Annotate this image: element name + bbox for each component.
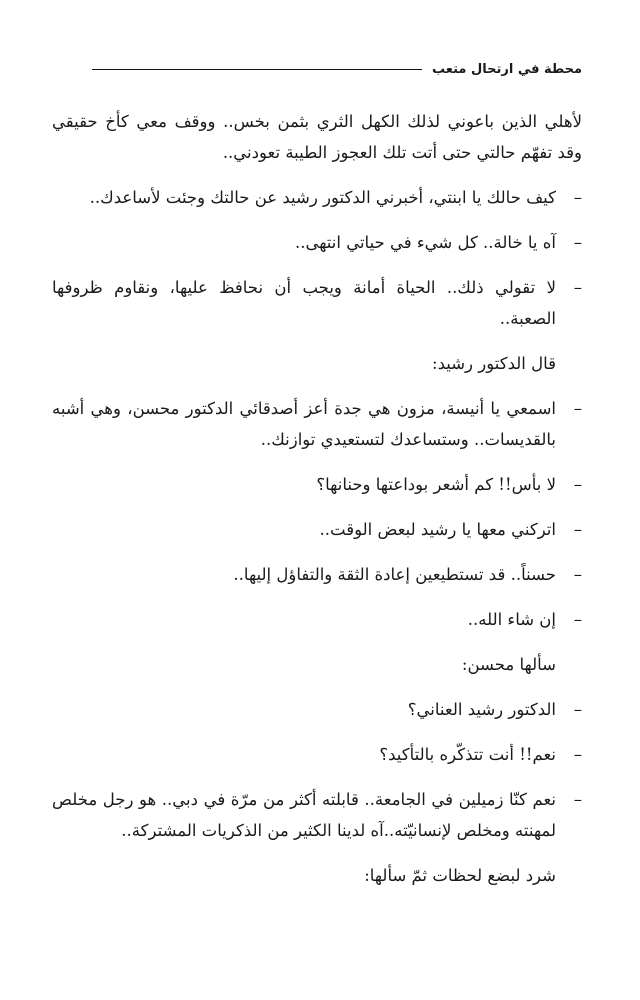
dialogue-text: لا بأس!! كم أشعر بوداعتها وحنانها؟ xyxy=(316,475,556,494)
dialogue-dash: – xyxy=(573,565,582,584)
running-header xyxy=(52,58,582,80)
header-rule xyxy=(92,69,422,70)
dialogue-text: لا تقولي ذلك.. الحياة أمانة ويجب أن نحافظ عليها، ونقاوم ظروفها الصعبة.. xyxy=(52,278,556,328)
dialogue-dash: – xyxy=(573,700,582,719)
dialogue-dash: – xyxy=(573,745,582,764)
book-page xyxy=(52,0,582,1000)
dialogue-dash: – xyxy=(573,790,582,809)
dialogue-text: اتركني معها يا رشيد لبعض الوقت.. xyxy=(319,520,556,539)
running-title: محطة في ارتحال متعب xyxy=(431,61,582,77)
dialogue-dash: – xyxy=(573,233,582,252)
paragraph: لأهلي الذين باعوني لذلك الكهل الثري بثمن بخس.. ووقف معي كأخ حقيقي وقد تفهّم حالتي حتى أتت تلك العجوز الطيبة تعودني.. xyxy=(52,112,582,162)
dialogue-dash: – xyxy=(573,278,582,297)
dialogue-text: نعم!! أنت تتذكّره بالتأكيد؟ xyxy=(379,745,556,764)
dialogue-dash: – xyxy=(573,520,582,539)
narration: قال الدكتور رشيد: xyxy=(432,354,556,373)
dialogue-line xyxy=(52,559,582,590)
body-text xyxy=(52,106,582,905)
dialogue-text: إن شاء الله.. xyxy=(467,610,556,629)
dialogue-text: نعم كنّا زميلين في الجامعة.. قابلته أكثر من مرّة في دبي.. هو رجل مخلص لمهنته ومخلص لإنسانيّته..آه لدينا الكثير من الذكريات المشتركة.. xyxy=(52,790,556,840)
dialogue-line xyxy=(52,393,582,455)
dialogue-line xyxy=(52,784,582,846)
dialogue-line xyxy=(52,694,582,725)
dialogue-dash: – xyxy=(573,610,582,629)
dialogue-line xyxy=(52,739,582,770)
narration: شرد لبضع لحظات ثمّ سألها: xyxy=(364,866,556,885)
dialogue-dash: – xyxy=(573,188,582,207)
dialogue-text: الدكتور رشيد العناني؟ xyxy=(407,700,556,719)
dialogue-dash: – xyxy=(573,475,582,494)
dialogue-line xyxy=(52,514,582,545)
dialogue-line xyxy=(52,604,582,635)
dialogue-text: اسمعي يا أنيسة، مزون هي جدة أعز أصدقائي الدكتور محسن، وهي أشبه بالقديسات.. وستساعدك لتستعيدي توازنك.. xyxy=(52,399,556,449)
dialogue-line xyxy=(52,272,582,334)
dialogue-text: حسناً.. قد تستطيعين إعادة الثقة والتفاؤل إليها.. xyxy=(233,565,556,584)
dialogue-text: آه يا خالة.. كل شيء في حياتي انتهى.. xyxy=(294,233,556,252)
dialogue-dash: – xyxy=(573,399,582,418)
narration: سألها محسن: xyxy=(461,655,556,674)
dialogue-line xyxy=(52,227,582,258)
dialogue-line xyxy=(52,182,582,213)
dialogue-line xyxy=(52,469,582,500)
dialogue-text: كيف حالك يا ابنتي، أخبرني الدكتور رشيد عن حالتك وجئت لأساعدك.. xyxy=(89,188,556,207)
